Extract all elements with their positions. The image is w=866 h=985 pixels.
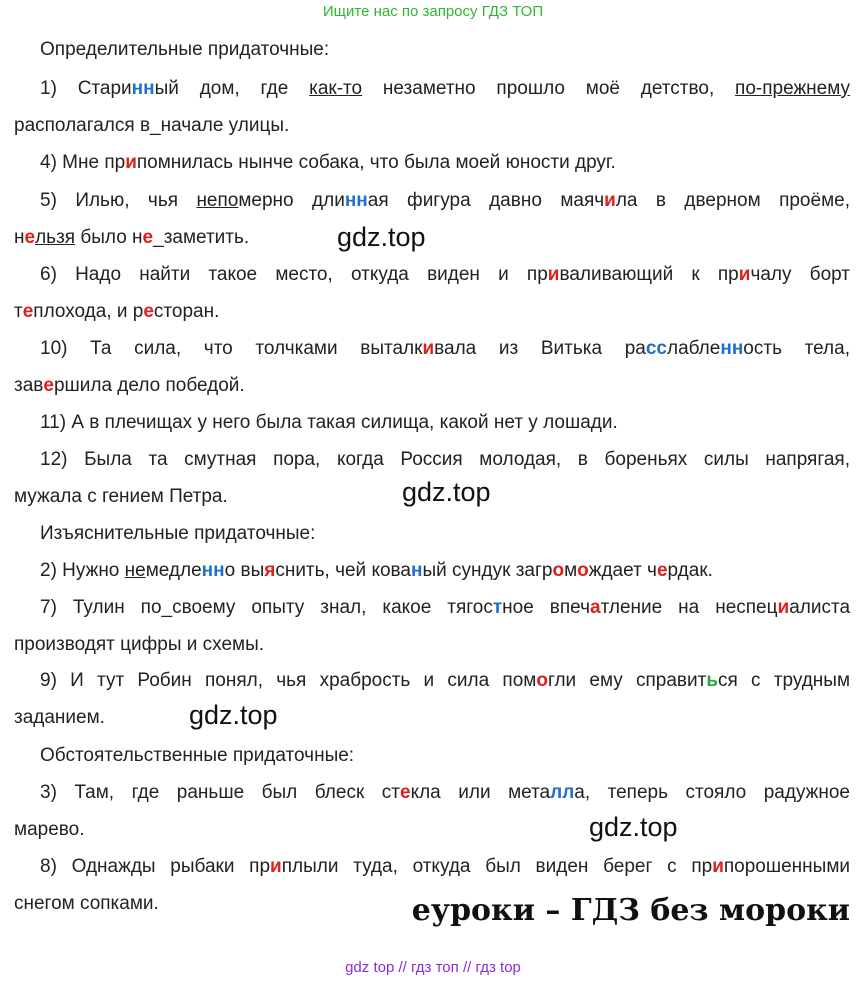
text-segment: зав — [14, 375, 44, 396]
text-segment: о вы — [224, 560, 265, 581]
text-segment: располагался в_начале улицы. — [14, 115, 290, 136]
text-segment: плохода, и р — [33, 301, 144, 322]
text-segment: 3) Там, где раньше был блеск ст — [40, 782, 400, 803]
brand-slogan: еуроки – ГДЗ без мороки — [411, 893, 850, 928]
text-segment: м — [564, 560, 578, 581]
highlighted-letters: и — [604, 190, 616, 211]
text-segment: вала из Витька ра — [434, 338, 646, 359]
highlighted-letters: нн — [720, 338, 744, 359]
text-segment: ла в дверном проёме, — [615, 190, 850, 211]
sentence-1 — [14, 70, 850, 144]
highlighted-letters: и — [777, 597, 790, 618]
sentence-line — [14, 144, 850, 181]
sentence-9 — [14, 662, 850, 736]
text-segment: а, теперь стояло радужное — [574, 782, 850, 803]
highlighted-letters: т — [492, 597, 503, 618]
text-segment: ый дом, где — [154, 78, 310, 99]
text-segment: 1) Стари — [40, 78, 132, 99]
highlighted-letters: непо — [196, 190, 239, 211]
text-segment: порошенными — [723, 856, 850, 877]
footer-links — [0, 959, 866, 976]
sentence-line — [14, 589, 850, 626]
footer-link-gdz-top[interactable]: gdz top — [345, 959, 395, 976]
text-segment: медле — [145, 560, 202, 581]
footer-separator: // — [462, 959, 472, 976]
highlighted-letters: по-прежнему — [735, 78, 850, 99]
sentence-line — [14, 626, 850, 663]
sentence-3 — [14, 774, 850, 848]
text-segment: 8) Однажды рыбаки пр — [40, 856, 271, 877]
highlighted-letters: не — [124, 560, 146, 581]
highlighted-letters: и — [422, 338, 435, 359]
highlighted-letters: и — [547, 264, 560, 285]
watermark-gdz-top: gdz.top — [402, 477, 491, 507]
text-segment: ждает ч — [588, 560, 657, 581]
text-segment: было н — [75, 227, 143, 248]
text-segment: снить, чей кова — [275, 560, 411, 581]
highlighted-letters: о — [552, 560, 565, 581]
sentence-line — [14, 404, 850, 441]
highlighted-letters: е — [24, 227, 36, 248]
text-segment: тление на неспец — [600, 597, 778, 618]
sentence-line — [14, 330, 850, 367]
text-segment: ся с трудным — [718, 670, 851, 691]
highlighted-letters: я — [264, 560, 276, 581]
text-segment: марево. — [14, 819, 85, 840]
text-segment: 11) А в плечищах у него была такая силища, какой нет у лошади. — [40, 412, 618, 433]
text-segment: 10) Та сила, что толчками выталк — [40, 338, 423, 359]
sentence-line — [14, 699, 850, 736]
text-segment: ость тела, — [743, 338, 850, 359]
text-segment: 4) Мне пр — [40, 152, 126, 173]
footer-separator: // — [398, 959, 407, 976]
text-segment: плыли туда, откуда был виден берег с пр — [281, 856, 713, 877]
text-segment: сторан. — [153, 301, 220, 322]
watermark-gdz-top: gdz.top — [337, 222, 426, 252]
sentence-line — [14, 367, 850, 404]
sentence-line — [14, 441, 850, 478]
sentence-11 — [14, 404, 850, 441]
highlighted-letters: е — [22, 301, 34, 322]
highlighted-letters: лл — [550, 782, 575, 803]
heading-adverbial: Обстоятельственные придаточные: — [40, 745, 355, 766]
text-segment: лабле — [667, 338, 721, 359]
text-segment: 6) Надо найти такое место, откуда виден и пр — [40, 264, 548, 285]
highlighted-letters: и — [270, 856, 282, 877]
highlighted-letters: е — [142, 227, 154, 248]
text-segment: 9) И тут Робин понял, чья храбрость и сила пом — [40, 670, 537, 691]
text-segment: ый сундук загр — [422, 560, 553, 581]
watermark-gdz-top: gdz.top — [589, 812, 678, 842]
watermark-gdz-top: gdz.top — [189, 700, 278, 730]
text-segment: 2) Нужно — [40, 560, 125, 581]
sentence-line — [14, 848, 850, 885]
heading-attributive: Определительные придаточные: — [40, 39, 330, 60]
sentence-line — [14, 774, 850, 811]
text-segment: 12) Была та смутная пора, когда Россия молодая, в бореньях силы напрягая, — [40, 449, 850, 470]
highlighted-letters: и — [738, 264, 751, 285]
text-segment: гли ему справит — [547, 670, 707, 691]
highlighted-letters: о — [577, 560, 589, 581]
highlighted-letters: сс — [645, 338, 667, 359]
text-segment: т — [14, 301, 23, 322]
text-segment: мерно дли — [238, 190, 345, 211]
highlighted-letters: и — [712, 856, 724, 877]
highlighted-letters: е — [143, 301, 154, 322]
text-segment: незаметно прошло моё детство, — [362, 78, 736, 99]
highlighted-letters: о — [536, 670, 548, 691]
footer-link-gdz-top-mixed[interactable]: гдз top — [475, 959, 521, 976]
text-segment: мужала с гением Петра. — [14, 486, 228, 507]
text-segment: 7) Тулин по_своему опыту знал, какое тягос — [40, 597, 493, 618]
text-segment: заданием. — [14, 707, 105, 728]
sentence-5 — [14, 182, 850, 256]
highlighted-letters: е — [399, 782, 411, 803]
text-segment: ая фигура давно маяч — [367, 190, 605, 211]
sentence-4 — [14, 144, 850, 181]
sentence-6 — [14, 256, 850, 330]
text-segment: рдак. — [667, 560, 713, 581]
sentence-line — [14, 293, 850, 330]
text-segment: кла или мета — [410, 782, 551, 803]
footer-link-gdz-top-ru[interactable]: гдз топ — [411, 959, 459, 976]
highlighted-letters: льзя — [35, 227, 76, 248]
text-segment: ршила дело победой. — [53, 375, 245, 396]
sentence-line — [14, 182, 850, 219]
text-segment: снегом сопками. — [14, 893, 159, 914]
highlighted-letters: нн — [131, 78, 155, 99]
sentence-line — [14, 662, 850, 699]
text-segment: помнилась нынче собака, что была моей юности друг. — [136, 152, 616, 173]
sentence-7 — [14, 589, 850, 663]
text-segment: алиста — [789, 597, 851, 618]
sentence-line — [14, 256, 850, 293]
highlighted-letters: и — [125, 152, 137, 173]
sentence-2 — [14, 552, 850, 589]
highlighted-letters: а — [590, 597, 601, 618]
highlighted-letters: е — [43, 375, 54, 396]
text-segment: валивающий к пр — [559, 264, 739, 285]
sentence-line — [14, 552, 850, 589]
text-segment: производят цифры и схемы. — [14, 634, 265, 655]
highlighted-letters: н — [411, 560, 423, 581]
text-segment: н — [14, 227, 25, 248]
highlighted-letters: как-то — [309, 78, 363, 99]
heading-explanatory: Изъяснительные придаточные: — [40, 523, 316, 544]
sentence-line — [14, 70, 850, 107]
sentence-line — [14, 219, 850, 256]
text-segment: ное впеч — [502, 597, 590, 618]
highlighted-letters: нн — [344, 190, 368, 211]
text-segment: чалу борт — [750, 264, 850, 285]
sentence-line — [14, 107, 850, 144]
text-segment: _заметить. — [153, 227, 250, 248]
sentence-line — [14, 811, 850, 848]
highlighted-letters: ь — [706, 670, 719, 691]
highlighted-letters: нн — [201, 560, 225, 581]
top-banner[interactable]: Ищите нас по запросу ГДЗ ТОП — [322, 3, 544, 20]
text-segment: 5) Илью, чья — [40, 190, 197, 211]
highlighted-letters: е — [656, 560, 668, 581]
sentence-10 — [14, 330, 850, 404]
